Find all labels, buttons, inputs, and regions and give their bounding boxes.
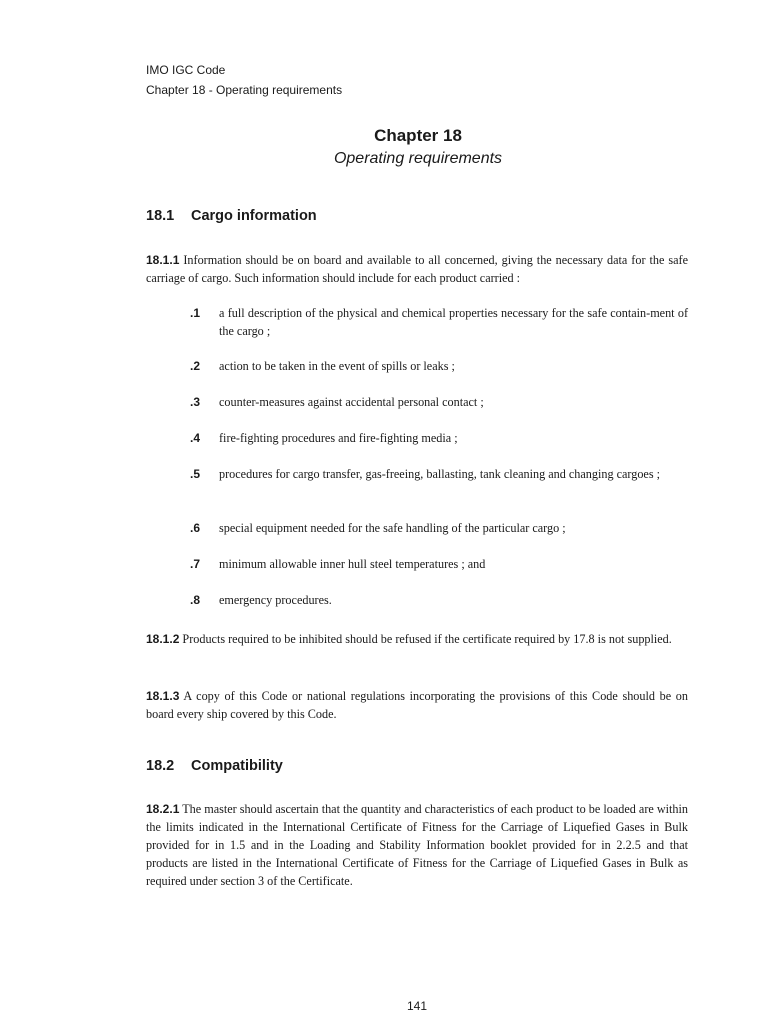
section-number: 18.1 (146, 208, 175, 224)
list-item-number: .6 (190, 521, 201, 535)
section-heading-18-1 (146, 208, 317, 224)
list-item-text: procedures for cargo transfer, gas-freeing, ballasting, tank cleaning and changing cargoes ; (219, 467, 661, 481)
list-item-number: .2 (190, 359, 201, 373)
paragraph-number: 18.1.3 (146, 689, 180, 703)
section-number: 18.2 (146, 758, 175, 774)
running-head-chapter: Chapter 18 - Operating requirements (146, 83, 343, 97)
list-item-number: .7 (190, 557, 201, 571)
list-item (146, 555, 688, 573)
chapter-subtitle: Operating requirements (333, 150, 503, 167)
list-item-text: counter-measures against accidental personal contact ; (219, 395, 484, 409)
paragraph-number: 18.1.2 (146, 632, 180, 646)
list-item (146, 304, 688, 340)
list-item-number: .4 (190, 431, 201, 445)
list-item-number: .8 (190, 593, 201, 607)
paragraph-text: The master should ascertain that the quantity and characteristics of each product to be loaded are within the limits indicated in the International Certificate of Fitness for the Carriage of Liquefied Gases in Bulk provided for in 1.5 and in the Loading and Stability Information booklet provided for in 2.2.5 and that products are listed in the International Certificate of Fitness for the Carriage of Liquefied Gases in Bulk as required under section 3 of the Certificate. (146, 802, 689, 888)
paragraph-number: 18.2.1 (146, 802, 180, 816)
paragraph-text: Products required to be inhibited should be refused if the certificate required by 17.8 is not supplied. (182, 632, 672, 646)
section-title: Compatibility (191, 758, 283, 774)
paragraph-number: 18.1.1 (146, 253, 180, 267)
chapter-number: Chapter 18 (374, 126, 462, 145)
running-head-title: IMO IGC Code (146, 63, 226, 77)
list-item-text: a full description of the physical and chemical properties necessary for the safe contain-ment of the cargo ; (219, 306, 688, 338)
list-item (146, 393, 688, 411)
list-item-number: .1 (190, 306, 201, 320)
list-item-text: fire-fighting procedures and fire-fighting media ; (219, 431, 458, 445)
paragraph-text: Information should be on board and available to all concerned, giving the necessary data for the safe carriage of cargo. Such information should include for each product carried : (146, 253, 688, 285)
list-item-text: emergency procedures. (219, 593, 332, 607)
list-item-number: .3 (190, 395, 201, 409)
list-item-text: action to be taken in the event of spills or leaks ; (219, 359, 455, 373)
list-item (146, 519, 688, 537)
list-item (146, 465, 688, 483)
list-item (146, 591, 688, 609)
section-title: Cargo information (191, 208, 317, 224)
list-item (146, 357, 688, 375)
list-item-text: special equipment needed for the safe handling of the particular cargo ; (219, 521, 566, 535)
list-item (146, 429, 688, 447)
paragraph-18-1-1 (146, 251, 688, 287)
paragraph-18-1-3 (146, 687, 688, 723)
paragraph-18-1-2 (146, 630, 688, 648)
paragraph-text: A copy of this Code or national regulations incorporating the provisions of this Code should be on board every ship covered by this Code. (146, 689, 688, 721)
list-item-text: minimum allowable inner hull steel temperatures ; and (219, 557, 486, 571)
list-item-number: .5 (190, 467, 201, 481)
section-heading-18-2 (146, 758, 283, 774)
paragraph-18-2-1 (146, 800, 688, 890)
page-number: 141 (406, 999, 428, 1013)
